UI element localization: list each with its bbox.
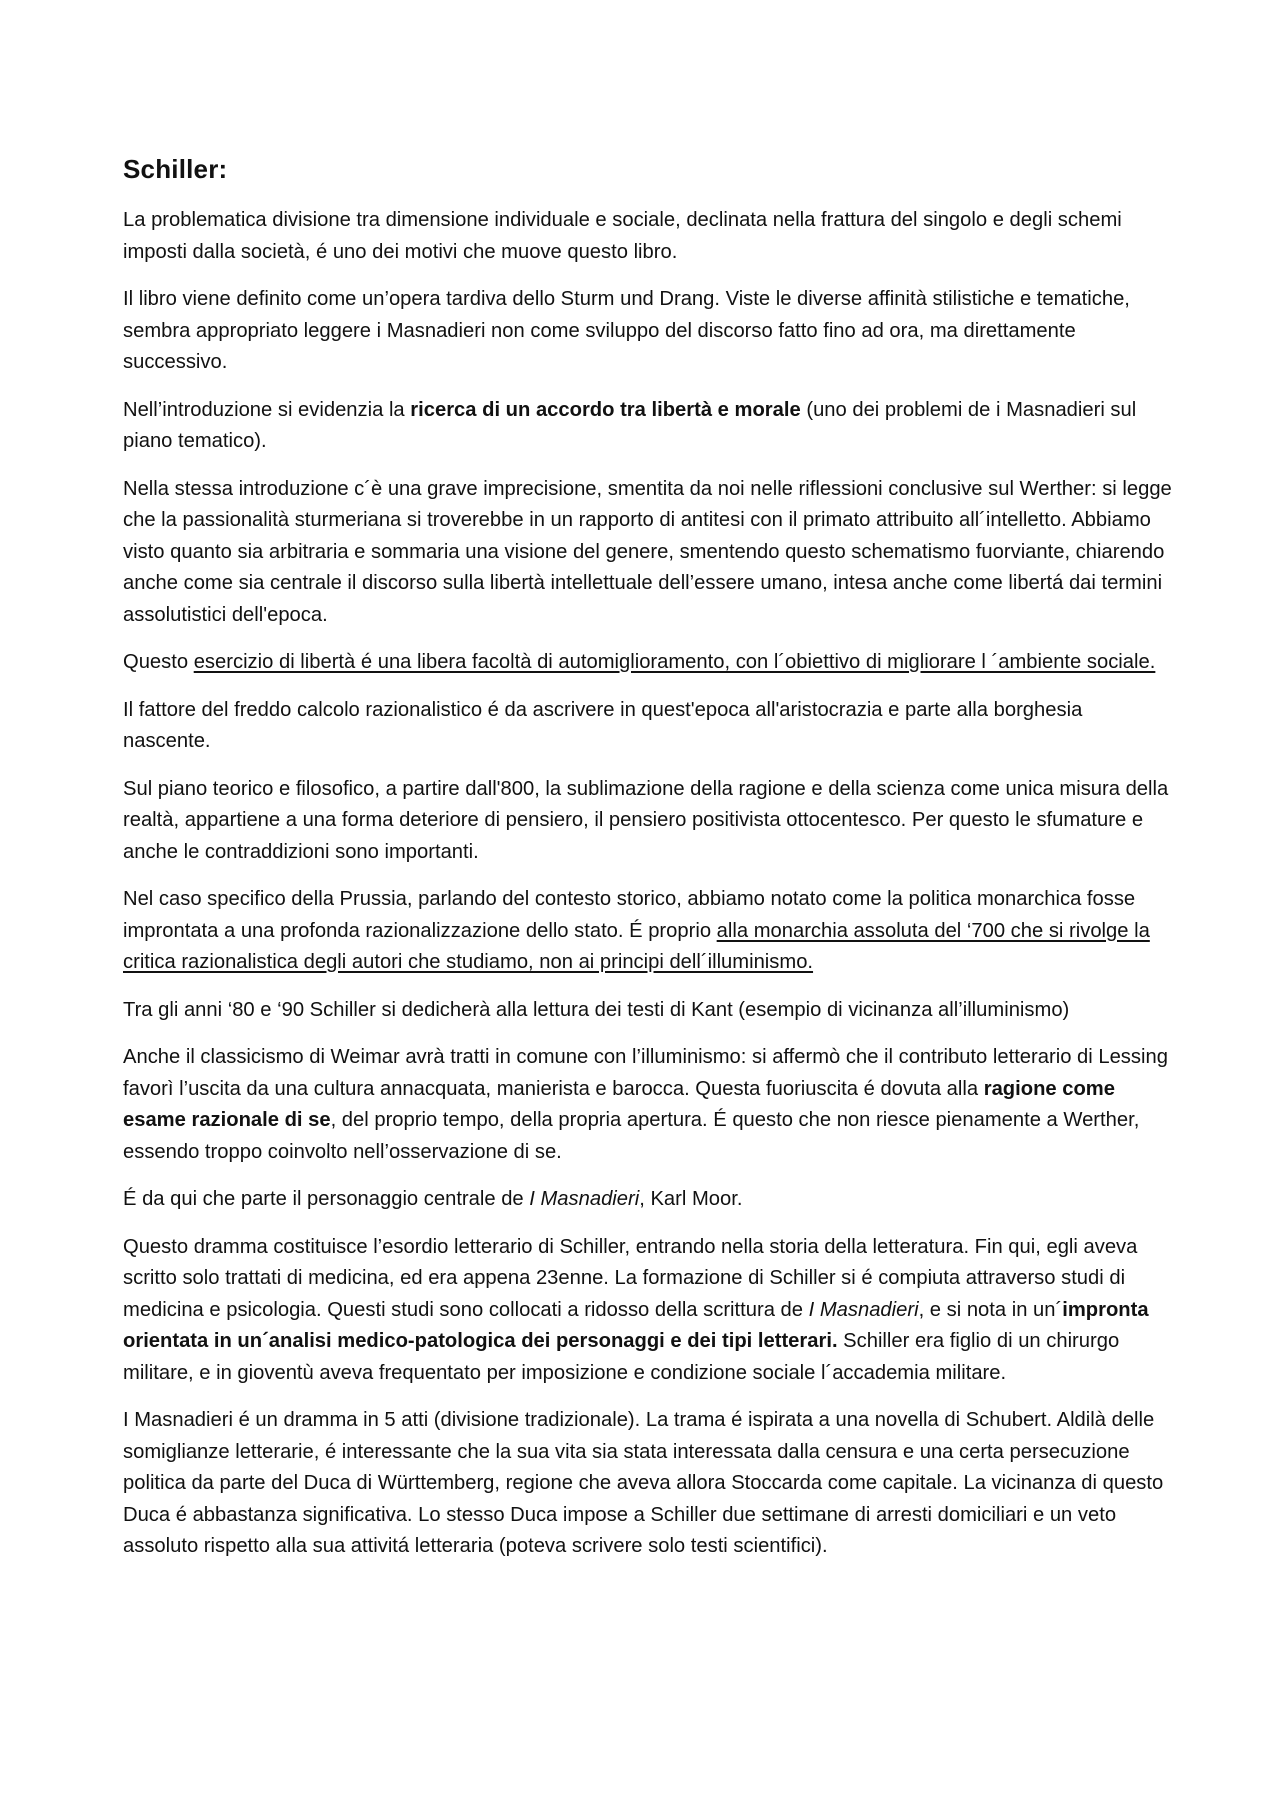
paragraph <box>123 1405 1173 1563</box>
paragraph <box>123 1184 1173 1216</box>
text-segment: Questo dramma costituisce l’esordio letterario di Schiller, entrando nella storia della letteratura. Fin qui, egli aveva scritto solo trattati di medicina, ed era appena 23enne. La formazione di Schiller si é compiuta attraverso studi di medicina e psicologia. Questi studi sono collocati a ridosso della scrittura de <box>123 1235 1138 1321</box>
paragraph <box>123 284 1173 379</box>
text-segment: impronta orientata in un´analisi medico-patologica dei personaggi e dei tipi letterari. <box>123 1298 1149 1352</box>
paragraph <box>123 1042 1173 1168</box>
text-segment: esercizio di libertà é una libera facoltà di automiglioramento, con l´obiettivo di migliorare l ´ambiente sociale. <box>193 651 1156 673</box>
document-page <box>123 150 1173 1579</box>
text-segment: Schiller era figlio di un chirurgo militare, e in gioventù aveva frequentato per imposizione e condizione sociale l´accademia militare. <box>123 1330 1120 1384</box>
text-segment: I Masnadieri <box>808 1298 919 1321</box>
paragraph <box>123 774 1173 869</box>
text-segment: Nel caso specifico della Prussia, parlando del contesto storico, abbiamo notato come la politica monarchica fosse improntata a una profonda razionalizzazione dello stato. É proprio <box>123 888 1136 942</box>
text-segment: Il libro viene definito come un’opera tardiva dello Sturm und Drang. Viste le diverse affinità stilistiche e tematiche, sembra appropriato leggere i Masnadieri non come sviluppo del discorso fatto fino ad ora, ma direttamente successivo. <box>123 288 1130 373</box>
document-body <box>123 205 1173 1563</box>
paragraph <box>123 205 1173 268</box>
text-segment: , del proprio tempo, della propria apertura. É questo che non riesce pienamente a Werther, essendo troppo coinvolto nell’osservazione di se. <box>123 1109 1140 1163</box>
text-segment: La problematica divisione tra dimensione individuale e sociale, declinata nella frattura del singolo e degli schemi imposti dalla società, é uno dei motivi che muove questo libro. <box>123 209 1122 263</box>
text-segment: Anche il classicismo di Weimar avrà tratti in comune con l’illuminismo: si affermò che il contributo letterario di Lessing favorì l’uscita da una cultura annacquata, manierista e barocca. Questa fuoriuscita é dovuta alla <box>123 1046 1168 1100</box>
text-segment: Nell’introduzione si evidenzia la <box>123 398 411 421</box>
text-segment: É da qui che parte il personaggio centrale de <box>123 1188 530 1210</box>
text-segment: I Masnadieri <box>529 1188 640 1210</box>
text-segment: Sul piano teorico e filosofico, a partire dall'800, la sublimazione della ragione e della scienza come unica misura della realtà, appartiene a una forma deteriore di pensiero, il pensiero positivista ottocentesco. Per questo le sfumature e anche le contraddizioni sono importanti. <box>123 777 1169 863</box>
text-segment: Questo <box>123 651 194 673</box>
paragraph <box>123 647 1173 679</box>
text-segment: , Karl Moor. <box>639 1188 743 1210</box>
text-segment: Nella stessa introduzione c´è una grave imprecisione, smentita da noi nelle riflessioni conclusive sul Werther: si legge che la passionalità sturmeriana si troverebbe in un rapporto di antitesi con il primato attribuito all´intelletto. Abbiamo visto quanto sia arbitraria e sommaria una visione del genere, smentendo questo schematismo fuorviante, chiarendo anche come sia centrale il discorso sulla libertà intellettuale dell’essere umano, intesa anche come libertá dai termini assolutistici dell'epoca. <box>123 477 1172 626</box>
text-segment: ricerca di un accordo tra libertà e morale <box>410 398 801 421</box>
text-segment: (uno dei problemi de i Masnadieri sul piano tematico). <box>123 398 1137 452</box>
text-segment: ragione come esame razionale di se <box>123 1077 1115 1131</box>
paragraph <box>123 695 1173 758</box>
text-segment: Tra gli anni ‘80 e ‘90 Schiller si dedicherà alla lettura dei testi di Kant (esempio di vicinanza all’illuminismo) <box>123 998 1070 1021</box>
text-segment: alla monarchia assoluta del ‘700 che si rivolge la critica razionalistica degli autori che studiamo, non ai principi dell´illuminismo. <box>123 919 1150 973</box>
text-segment: , e si nota in un´ <box>918 1298 1063 1321</box>
paragraph <box>123 995 1173 1027</box>
document-title: Schiller: <box>123 154 228 184</box>
paragraph <box>123 1232 1173 1390</box>
text-segment: I Masnadieri é un dramma in 5 atti (divisione tradizionale). La trama é ispirata a una novella di Schubert. Aldilà delle somiglianze letterarie, é interessante che la sua vita sia stata interessata dalla censura e una certa persecuzione politica da parte del Duca di Württemberg, regione che aveva allora Stoccarda come capitale. La vicinanza di questo Duca é abbastanza significativa. Lo stesso Duca impose a Schiller due settimane di arresti domiciliari e un veto assoluto rispetto alla sua attivitá letteraria (poteva scrivere solo testi scientifici). <box>123 1409 1164 1557</box>
paragraph <box>123 884 1173 979</box>
text-segment: Il fattore del freddo calcolo razionalistico é da ascrivere in quest'epoca all'aristocrazia e parte alla borghesia nascente. <box>123 698 1083 752</box>
paragraph <box>123 474 1173 632</box>
paragraph <box>123 395 1173 458</box>
